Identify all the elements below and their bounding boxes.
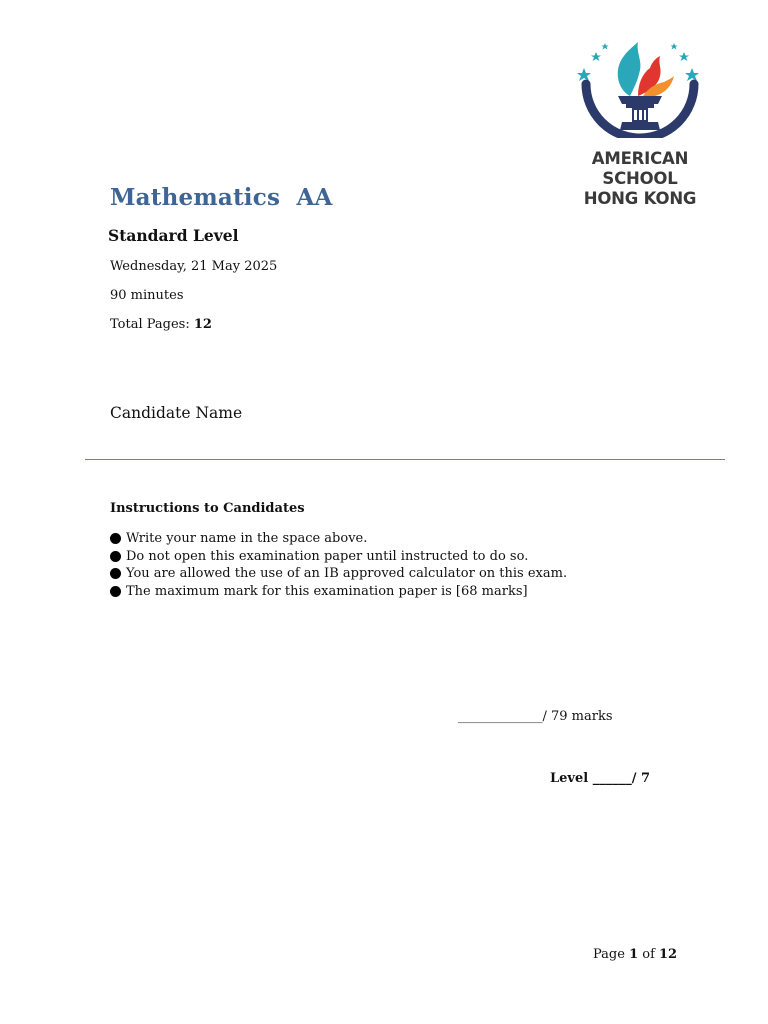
candidate-name-label: Candidate Name (110, 404, 243, 422)
page-of: of (638, 947, 660, 962)
total-pages-value: 12 (193, 317, 212, 332)
exam-level: Standard Level (108, 226, 239, 245)
list-item (110, 583, 567, 601)
page-total: 12 (659, 947, 678, 962)
total-marks-field: _____________/ 79 marks (458, 709, 613, 724)
school-logo (572, 38, 708, 210)
torch-logo-icon (572, 38, 708, 138)
candidate-name-line[interactable] (85, 459, 725, 460)
bullet-icon (110, 586, 121, 597)
exam-date: Wednesday, 21 May 2025 (110, 259, 278, 274)
list-item (110, 548, 567, 566)
total-pages-label: Total Pages: (110, 317, 194, 332)
logo-text-line-2: SCHOOL (602, 169, 678, 188)
instruction-text: Write your name in the space above. (126, 531, 368, 546)
instruction-text: Do not open this examination paper until instructed to do so. (126, 548, 529, 564)
page-label: Page (593, 947, 630, 962)
level-field: Level ______/ 7 (550, 771, 651, 786)
page-number (593, 947, 677, 962)
instructions-list (110, 530, 567, 600)
exam-duration: 90 minutes (110, 288, 184, 303)
page-current: 1 (629, 947, 639, 962)
instruction-text: The maximum mark for this examination paper is [68 marks] (126, 583, 528, 599)
list-item (110, 530, 567, 548)
instructions-heading: Instructions to Candidates (110, 501, 305, 516)
bullet-icon (110, 551, 121, 562)
bullet-icon (110, 568, 121, 579)
logo-text-line-3: HONG KONG (583, 189, 697, 208)
bullet-icon (110, 533, 121, 544)
exam-subject-title: Mathematics AA (110, 184, 333, 211)
logo-text-line-1: AMERICAN (591, 149, 689, 168)
total-pages (110, 317, 212, 332)
list-item (110, 565, 567, 583)
instruction-text: You are allowed the use of an IB approved calculator on this exam. (126, 566, 568, 582)
